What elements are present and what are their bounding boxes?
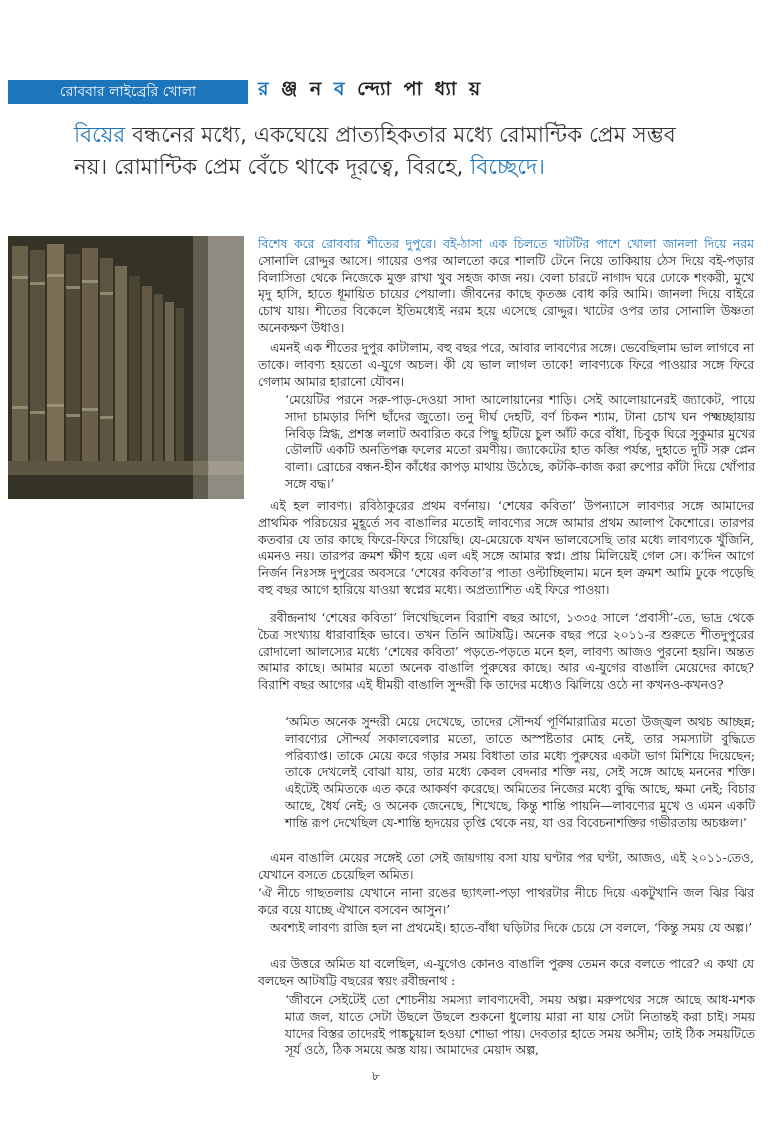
series-title: রোববার লাইব্রেরি খোলা	[59, 84, 197, 100]
paragraph-6: ‘ঐ নীচে গাছতলায় যেখানে নানা রঙের ছ্যাৎলা-পড়া পাথরটার নীচে দিয়ে একটুখানি জল ঝির ঝির করে বয়ে যাচ্ছে ঐখানে বসবেন আসুন।’	[258, 886, 754, 917]
paragraph-3: এই হল লাবণ্য। রবিঠাকুরের প্রথম বর্ণনায়। ‘শেষের কবিতা’ উপন্যাসে লাবণ্যর সঙ্গে আমাদের প্রাথমিক পরিচয়ের মুহূর্তে সব বাঙালির মতোই লাবণ্যের সঙ্গে আমার প্রথম আলাপ কৈশোরে। তারপর কতবার যে তার কাছে ফিরে-ফিরে গিয়েছি। যে-মেয়েকে যখন ভালবেসেছি তার মধ্যে লাবণ্যকে খুঁজিনি, এমনও নয়। তারপর ক্রমশ ক্ষীণ হয়ে এল এই সঙ্গে আমার স্বপ্ন। প্রায় মিলিয়েই গেল সে। ক’দিন আগে নির্জন নিঃসঙ্গ দুপুরের অবসরে ‘শেষের কবিতা’র পাতা ওল্টাচ্ছিলাম। মনে হল ক্রমশ আমি ঢুকে পড়েছি বহু বছর আগে হারিয়ে যাওয়া স্বপ্নের মধ্যে। অপ্রত্যাশিত এই ফিরে পাওয়া।	[258, 499, 754, 597]
author-name	[258, 75, 483, 107]
paragraph-1-rest: সোনালি রোদ্দুর আসে। গায়ের ওপর আলতো করে শালটি টেনে নিয়ে তাকিয়ায় ঠেস দিয়ে বই-পড়ার বিলাসিতা থেকে নিজেকে মুক্ত রাখা খুব সহজ কাজ নয়। বেলা চারটে নাগাদ ঘরে ঢোকে শংকরী, মুখে মৃদু হাসি, হাতে ধূমায়িত চায়ের পেয়ালা। জীবনের কাছে কৃতজ্ঞ বোধ করি আমি। জানলা দিয়ে বাইরে চোখ যায়। শীতের বিকেলে ইতিমধ্যেই নরম হয়ে এসেছে রোদ্দুর। খাটের ওপর তার সোনালি উষ্ণতা অনেকক্ষণ উধাও।	[258, 253, 754, 335]
pull-quote	[74, 120, 694, 184]
author-first-rest: ঞ্জ ন	[271, 78, 334, 100]
paragraph-8: এর উত্তরে অমিত যা বলেছিল, এ-যুগেও কোনও বাঙালি পুরুষ তেমন করে বলতে পারে? এ কথা যে বলছেন আটষট্টি বছরের স্বয়ং রবীন্দ্রনাথ :	[258, 957, 754, 988]
quote-paragraph-3: ‘জীবনে সেইটেই তো শোচনীয় সমস্যা লাবণ্যদেবী, সময় অল্প। মরুপথের সঙ্গে আছে আধ-মশক মাত্র জল, যাতে সেটা উছলে উছলে শুকনো ধুলোয় মারা না যায় সেটা নিতান্তই করা চাই। সময় যাদের বিস্তর তাদেরই পাঙ্কচুয়াল হওয়া শোভা পায়। দেবতার হাতে সময় অসীম; তাই ঠিক সময়টিতে সূর্য ওঠে, ঠিক সময়ে অস্ত যায়। আমাদের মেয়াদ অল্প,	[285, 993, 755, 1058]
paragraph-2: এমনই এক শীতের দুপুর কাটালাম, বহু বছর পরে, আবার লাবণ্যের সঙ্গে। ভেবেছিলাম ভাল লাগবে না তাকে। লাবণ্য হয়তো এ-যুগে অচল। কী যে ভাল লাগল তাকে! লাবণ্যকে ফিরে পাওয়ার সঙ্গে ফিরে গেলাম আমার হারানো যৌবন।	[258, 341, 754, 389]
series-title-banner	[8, 80, 248, 104]
quote-paragraph-2: ‘অমিত অনেক সুন্দরী মেয়ে দেখেছে, তাদের সৌন্দর্য পূর্ণিমারাত্রির মতো উজ্জ্বল অথচ আচ্ছন্ন; লাবণ্যের সৌন্দর্য সকালবেলার মতো, তাতে অস্পষ্টতার মোহ নেই, তার সমস্যাটা বুদ্ধিতে পরিব্যাপ্ত। তাকে মেয়ে করে গড়ার সময় বিধাতা তার মধ্যে পুরুষের একটা ভাগ মিশিয়ে দিয়েছেন; তাকে দেখলেই বোঝা যায়, তার মধ্যে কেবল বেদনার শক্তি নয়, সেই সঙ্গে আছে মননের শক্তি। এইটেই অমিতকে এত করে আকর্ষণ করেছে। অমিতের নিজের মধ্যে বুদ্ধি আছে, ক্ষমা নেই; বিচার আছে, ধৈর্য নেই; ও অনেক জেনেছে, শিখেছে, কিন্তু শান্তি পায়নি—লাবণ্যের মুখে ও এমন একটি শান্তি রূপ দেখেছিল যে-শান্তি হৃদয়ের তৃপ্তি থেকে নয়, যা ওর বিবেচনাশক্তির গভীরতায় অচঞ্চল।’	[285, 715, 755, 830]
author-first-initial: র	[258, 78, 272, 100]
pull-quote-body: বন্ধনের মধ্যে, একঘেয়ে প্রাত্যহিকতার মধ্যে রোমান্টিক প্রেম সম্ভব নয়। রোমান্টিক প্রেম বেঁচে থাকে দূরত্বে, বিরহে,	[74, 123, 676, 180]
quote-paragraph-1: ‘মেয়েটির পরনে সরু-পাড়-দেওয়া সাদা আলোয়ানের শাড়ি। সেই আলোয়ানেরই জ্যাকেট, পায়ে সাদা চামড়ার দিশি ছাঁদের জুতো। তনু দীর্ঘ দেহটি, বর্ণ চিকন শ্যাম, টানা চোখ ঘন পক্ষ্মচ্ছায়ায় নিবিড় স্নিগ্ধ, প্রশস্ত ললাট অবারিত করে পিছু হটিয়ে চুল আঁট করে বাঁধা, চিবুক ঘিরে সুকুমার মুখের ডৌলটি একটি অনতিপক্ক ফলের মতো রমণীয়। জ্যাকেটের হাত কব্জি পর্যন্ত, দুহাতে দুটি সরু প্লেন বালা। ব্রোচের বন্ধন-হীন কাঁধের কাপড় মাথায় উঠেছে, কটকি-কাজ করা রুপোর কাঁটা দিয়ে খোঁপার সঙ্গে বদ্ধ।’	[285, 393, 755, 491]
page-number: ৮	[372, 1069, 380, 1083]
paragraph-5: এমন বাঙালি মেয়ের সঙ্গেই তো সেই জায়গায় বসা যায় ঘণ্টার পর ঘণ্টা, আজও, এই ২০১১-তেও, যেখানে বসতে চেয়েছিল অমিত।	[258, 851, 754, 882]
bookshelf-photo	[8, 236, 244, 499]
paragraph-7: অবশ্যই লাবণ্য রাজি হল না প্রথমেই। হাতে-বাঁধা ঘড়িটার দিকে চেয়ে সে বললে, ‘কিন্তু সময় যে অল্প।’	[270, 921, 753, 935]
author-last-rest: ন্দ্যো পা ধ্যা য়	[347, 78, 484, 100]
pull-quote-highlight-start: বিয়ের	[74, 123, 126, 148]
paragraph-1-lead: বিশেষ করে রোববার শীতের দুপুরে। বই-ঠাসা এক চিলতে খাটটির পাশে খোলা জানলা দিয়ে নরম	[258, 237, 754, 251]
pull-quote-highlight-end: বিচ্ছেদে।	[470, 155, 545, 180]
author-last-initial: ব	[333, 78, 348, 100]
paragraph-4: রবীন্দ্রনাথ ‘শেষের কবিতা’ লিখেছিলেন বিরাশি বছর আগে, ১৩৩৫ সালে ‘প্রবাসী’-তে, ভাদ্র থেকে চৈত্র সংখ্যায় ধারাবাহিক ভাবে। তখন তিনি আটষট্টি। অনেক বছর পরে ২০১১-র শুরুতে শীতদুপুরের রোদালো আলস্যের মধ্যে ‘শেষের কবিতা’ পড়তে-পড়তে মনে হল, লাবণ্য আজও পুরনো হয়নি। অন্তত আমার কাছে। আমার মতো অনেক বাঙালি পুরুষের কাছে। আর এ-যুগের বাঙালি মেয়েদের কাছে? বিরাশি বছর আগের এই ধীময়ী বাঙালি সুন্দরী কি তাদের মধ্যেও ঝিলিয়ে ওঠে না কখনও-কখনও?	[258, 611, 754, 693]
paragraph-1	[258, 236, 754, 337]
